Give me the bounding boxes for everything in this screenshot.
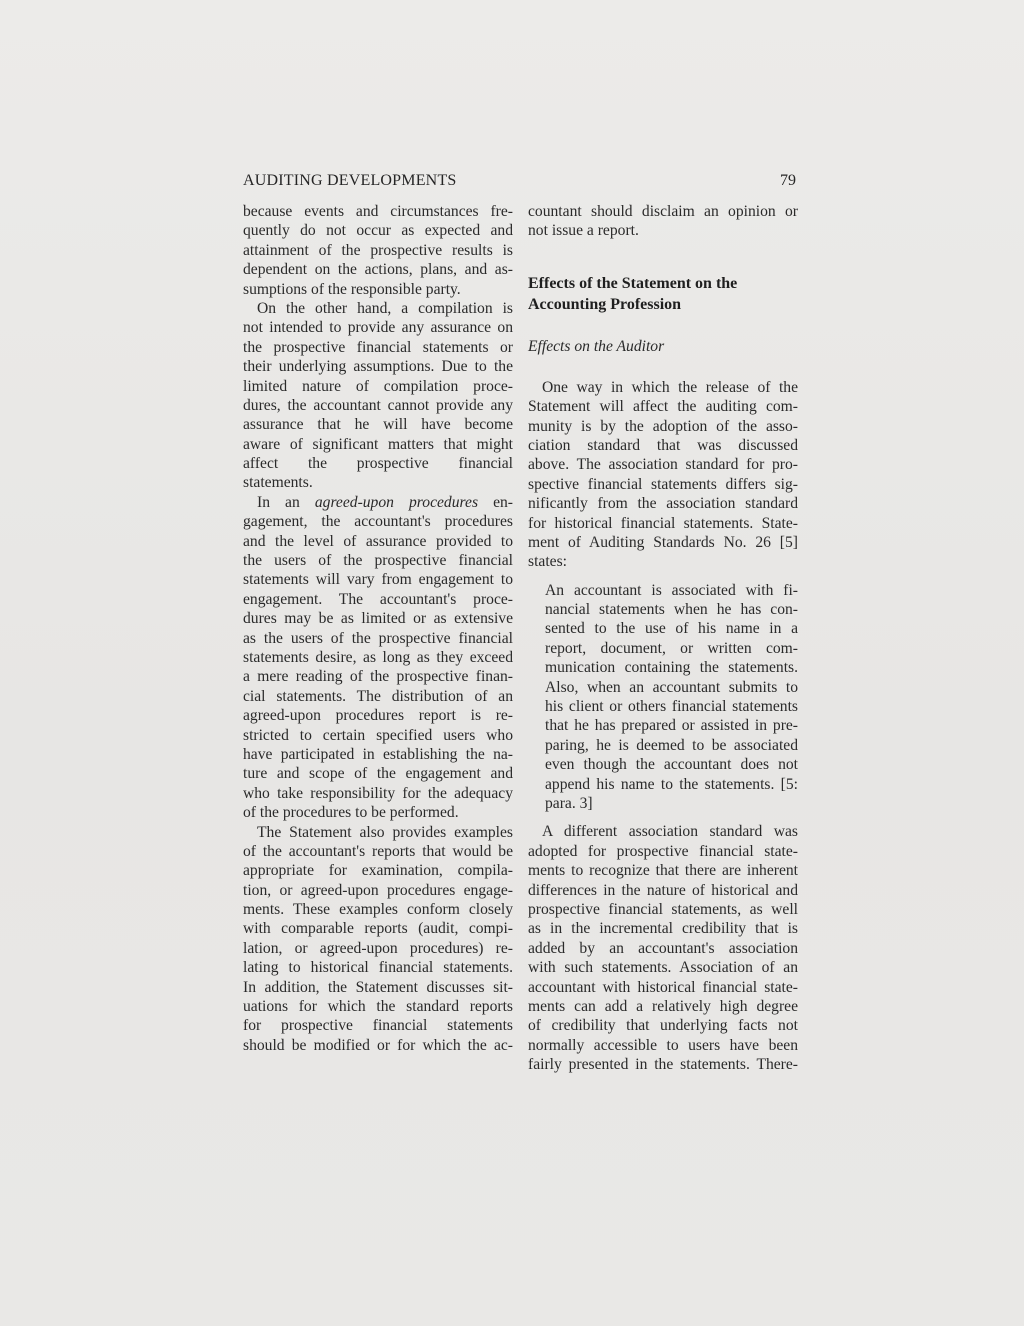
- text-line: An accountant is associated with fi-: [545, 581, 798, 599]
- text-line: states:: [528, 553, 567, 571]
- text-line: affect the prospective financial: [243, 455, 513, 473]
- section-heading: [528, 273, 798, 315]
- text-line: nificantly from the association standard: [528, 495, 798, 513]
- text-line: their underlying assumptions. Due to the: [243, 358, 513, 376]
- text-line: normally accessible to users have been: [528, 1036, 798, 1054]
- text-line: a mere reading of the prospective finan-: [243, 668, 513, 686]
- text-line: differences in the nature of historical and: [528, 881, 798, 899]
- text-fragment: en-: [478, 493, 513, 511]
- heading-line: Accounting Profession: [528, 295, 682, 313]
- text-fragment: In an: [257, 493, 315, 511]
- text-line: spective financial statements differs sig-: [528, 475, 798, 493]
- text-line: have participated in establishing the na-: [243, 745, 513, 763]
- text-line: accountant with historical financial state-: [528, 978, 798, 996]
- text-line: ment of Auditing Standards No. 26 [5]: [528, 533, 798, 551]
- text-line: of the accountant's reports that would be: [243, 842, 513, 860]
- spacer: [528, 241, 798, 273]
- paragraph: [243, 299, 513, 493]
- spacer: [528, 315, 798, 337]
- text-line: even though the accountant does not: [545, 756, 798, 774]
- text-line: stricted to certain specified users who: [243, 726, 513, 744]
- subsection-heading: Effects on the Auditor: [528, 337, 665, 355]
- text-line: lating to historical financial statements.: [243, 959, 513, 977]
- text-line: dures, the accountant cannot provide any: [243, 396, 513, 414]
- text-line: of credibility that underlying facts not: [528, 1017, 798, 1035]
- text-line: attainment of the prospective results is: [243, 241, 513, 259]
- text-line: statements desire, as long as they exceed: [243, 648, 513, 666]
- text-line: para. 3]: [545, 794, 593, 812]
- text-line: cial statements. The distribution of an: [243, 687, 513, 705]
- text-line: that he has prepared or assisted in pre-: [545, 717, 798, 735]
- text-line: ments can add a relatively high degree: [528, 997, 798, 1015]
- text-line: assurance that he will have become: [243, 416, 513, 434]
- text-line: statements will vary from engagement to: [243, 571, 513, 589]
- text-line: as in the incremental credibility that is: [528, 920, 798, 938]
- text-line: agreed-upon procedures report is re-: [243, 707, 513, 725]
- text-line: because events and circumstances fre-: [243, 203, 513, 220]
- text-line: of the procedures to be performed.: [243, 804, 459, 822]
- spacer: [528, 356, 798, 378]
- text-line: A different association standard was: [542, 823, 798, 841]
- heading-line: Effects of the Statement on the: [528, 274, 738, 292]
- text-line: uations for which the standard reports: [243, 998, 513, 1016]
- text-line: and the level of assurance provided to: [243, 532, 513, 550]
- right-column: [528, 202, 798, 1074]
- text-line: should be modified or for which the ac-: [243, 1036, 513, 1054]
- paragraph: [528, 202, 798, 241]
- text-line: nancial statements when he has con-: [545, 601, 798, 619]
- text-line: ments. These examples conform closely: [243, 901, 513, 919]
- text-line: [243, 493, 513, 512]
- text-line: append his name to the statements. [5:: [545, 775, 798, 793]
- text-line: Also, when an accountant submits to: [545, 678, 798, 696]
- text-line: countant should disclaim an opinion or: [528, 203, 798, 220]
- text-line: The Statement also provides examples: [257, 823, 513, 841]
- running-head: AUDITING DEVELOPMENTS: [243, 172, 457, 189]
- text-line: statements.: [243, 474, 313, 492]
- text-line: ciation standard that was discussed: [528, 436, 798, 454]
- text-line: sumptions of the responsible party.: [243, 280, 461, 298]
- text-line: Statement will affect the auditing com-: [528, 398, 798, 416]
- text-line: One way in which the release of the: [542, 378, 798, 396]
- text-line: report, document, or written com-: [545, 639, 798, 657]
- paragraph: [243, 202, 513, 299]
- text-line: not issue a report.: [528, 222, 639, 240]
- text-line: munication containing the statements.: [545, 659, 798, 677]
- text-line: ments to recognize that there are inherent: [528, 862, 798, 880]
- paragraph: [528, 378, 798, 572]
- text-line: appropriate for examination, compila-: [243, 862, 513, 880]
- text-line: engagement. The accountant's proce-: [243, 590, 513, 608]
- text-line: prospective financial statements, as well: [528, 900, 798, 918]
- block-quote: [528, 581, 798, 814]
- text-line: quently do not occur as expected and: [243, 222, 513, 240]
- text-line: aware of significant matters that might: [243, 435, 513, 453]
- text-line: dures may be as limited or as extensive: [243, 610, 513, 628]
- text-line: munity is by the adoption of the asso-: [528, 417, 798, 435]
- italic-term: agreed-upon procedures: [314, 493, 479, 511]
- text-line: as the users of the prospective financial: [243, 629, 513, 647]
- text-line: gagement, the accountant's procedures: [243, 513, 513, 531]
- spacer: [528, 572, 798, 581]
- text-line: with comparable reports (audit, compi-: [243, 920, 513, 938]
- text-line: for historical financial statements. State-: [528, 514, 798, 532]
- text-line: the users of the prospective financial: [243, 552, 513, 570]
- text-line: limited nature of compilation proce-: [243, 377, 513, 395]
- paragraph: [528, 822, 798, 1074]
- paragraph: [243, 823, 513, 1056]
- text-line: On the other hand, a compilation is: [257, 299, 513, 317]
- text-line: not intended to provide any assurance on: [243, 319, 513, 337]
- text-line: who take responsibility for the adequacy: [243, 784, 513, 802]
- text-line: fairly presented in the statements. There-: [528, 1056, 798, 1074]
- text-line: with such statements. Association of an: [528, 959, 798, 977]
- text-line: tion, or agreed-upon procedures engage-: [243, 881, 513, 899]
- text-line: above. The association standard for pro-: [528, 456, 798, 474]
- text-line: his client or others financial statements: [545, 698, 798, 716]
- page-number: 79: [780, 172, 796, 189]
- text-line: paring, he is deemed to be associated: [545, 736, 798, 754]
- left-column: [243, 202, 513, 1055]
- text-line: dependent on the actions, plans, and as-: [243, 261, 513, 279]
- text-line: adopted for prospective financial state-: [528, 842, 798, 860]
- text-line: In addition, the Statement discusses sit-: [243, 978, 513, 996]
- text-line: lation, or agreed-upon procedures) re-: [243, 939, 513, 957]
- text-line: added by an accountant's association: [528, 939, 798, 957]
- paragraph: [243, 493, 513, 823]
- text-line: for prospective financial statements: [243, 1017, 513, 1035]
- spacer: [528, 813, 798, 822]
- text-line: the prospective financial statements or: [243, 338, 513, 356]
- text-line: sented to the use of his name in a: [545, 620, 798, 638]
- text-line: ture and scope of the engagement and: [243, 765, 513, 783]
